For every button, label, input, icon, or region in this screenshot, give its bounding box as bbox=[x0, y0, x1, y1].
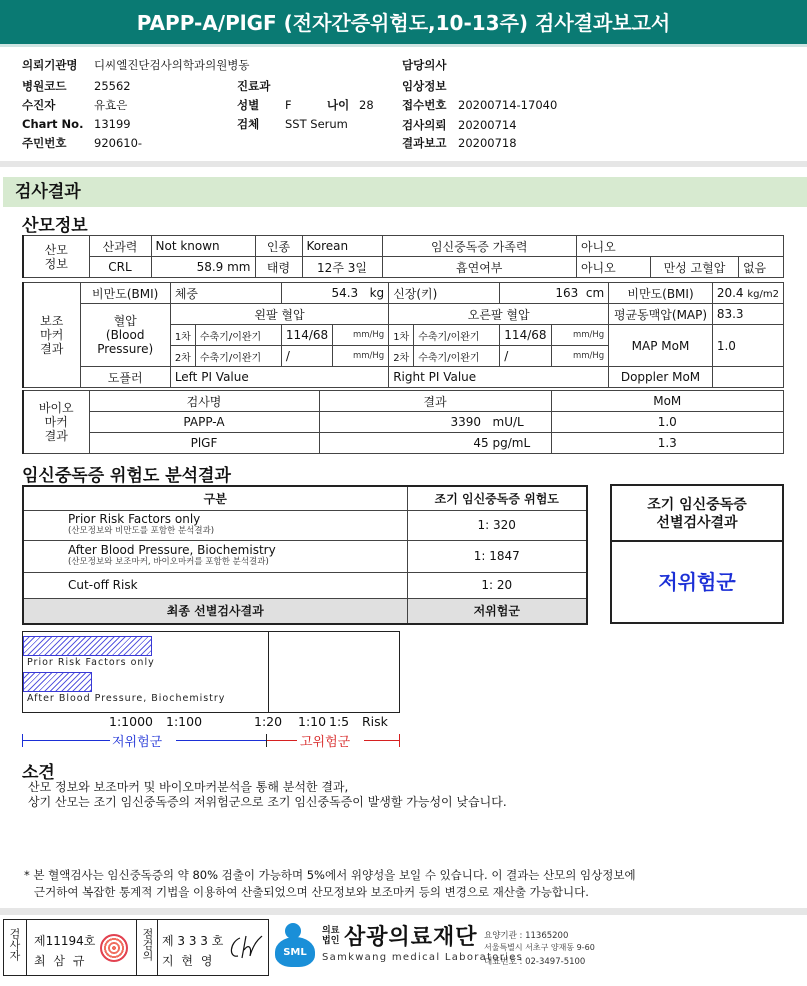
final-result-label: 최종 선별검사결과 bbox=[23, 598, 407, 624]
crl-value: 58.9 mm bbox=[151, 257, 255, 278]
bio-mom: 1.3 bbox=[551, 433, 784, 454]
tick-label: 1:1000 bbox=[109, 714, 153, 729]
low-risk-label: 저위험군 bbox=[112, 735, 163, 750]
low-risk-line-left bbox=[22, 740, 110, 741]
bio-mom: 1.0 bbox=[551, 412, 784, 433]
org-name: 삼광의료재단 bbox=[344, 925, 478, 950]
footer-separator bbox=[0, 908, 807, 915]
footnote-line-2: 근거하여 복잡한 통계적 기법을 이용하여 산출되었으며 산모정보와 보조마커 등의 변경으로 재산출 가능합니다. bbox=[34, 885, 589, 899]
age-label: 나이 bbox=[327, 98, 350, 112]
address: 서울특별시 서초구 양재동 9-60 bbox=[484, 943, 595, 952]
height-unit: cm bbox=[585, 286, 605, 300]
risk-sublabel: (산모정보와 보조마커, 바이오마커를 포함한 분석결과) bbox=[68, 557, 269, 567]
patient-value: 유효은 bbox=[94, 98, 128, 112]
final-result-value: 저위험군 bbox=[407, 598, 587, 624]
bio-result-unit: pg/mL bbox=[492, 436, 531, 450]
sml-logo-icon bbox=[273, 923, 319, 969]
bio-name: PlGF bbox=[89, 433, 319, 454]
screening-result-box bbox=[610, 484, 784, 624]
smoking-label: 흡연여부 bbox=[382, 257, 576, 278]
bio-result bbox=[319, 412, 551, 433]
sex-label: 성별 bbox=[237, 98, 260, 112]
tick-label: 1:5 bbox=[329, 714, 350, 729]
institution-row bbox=[22, 57, 250, 73]
hospital-code-label: 병원코드 bbox=[22, 79, 67, 93]
cutoff-line bbox=[268, 632, 269, 712]
bmi-value bbox=[712, 283, 783, 304]
hospital-code-value: 25562 bbox=[94, 79, 131, 93]
bp-label: 혈압 (Blood Pressure) bbox=[80, 304, 170, 367]
biomarker-table bbox=[22, 390, 784, 454]
divider bbox=[157, 920, 158, 975]
risk-bar-after-label: After Blood Pressure, Biochemistry bbox=[27, 693, 226, 704]
specimen-value: SST Serum bbox=[285, 117, 348, 131]
risk-bar-prior-label: Prior Risk Factors only bbox=[27, 657, 155, 668]
care-code: 요양기관 : 11365200 bbox=[484, 931, 569, 941]
height-value bbox=[500, 283, 609, 304]
doppler-label: 도플러 bbox=[80, 367, 170, 388]
risk-col-risk: 조기 임신중독증 위험도 bbox=[407, 486, 587, 510]
specimen-label: 검체 bbox=[237, 117, 260, 131]
risk-row bbox=[23, 572, 587, 598]
family-label: 임신중독증 가족력 bbox=[382, 236, 576, 257]
section-results-band: 검사결과 bbox=[3, 177, 807, 207]
height-label: 신장(키) bbox=[389, 283, 500, 304]
maternal-heading: 산모정보 bbox=[22, 216, 88, 236]
risk-row-label bbox=[23, 510, 407, 540]
risk-chart bbox=[22, 631, 400, 713]
right-first-sysdia: 수축기/이완기 bbox=[414, 325, 500, 346]
risk-label: Prior Risk Factors only bbox=[68, 512, 201, 526]
risk-value: 1: 320 bbox=[407, 510, 587, 540]
left-second-label: 2차 bbox=[170, 346, 195, 367]
height-number: 163 bbox=[555, 286, 579, 300]
left-first-unit: mm/Hg bbox=[333, 325, 389, 346]
left-second-sysdia: 수축기/이완기 bbox=[195, 346, 281, 367]
crl-label: CRL bbox=[89, 257, 151, 278]
right-second-value: / bbox=[500, 346, 551, 367]
patient-row bbox=[22, 97, 127, 113]
right-second-sysdia: 수축기/이완기 bbox=[414, 346, 500, 367]
bio-result bbox=[319, 433, 551, 454]
divider bbox=[26, 920, 27, 975]
left-second-unit: mm/Hg bbox=[333, 346, 389, 367]
screening-result-value: 저위험군 bbox=[658, 570, 736, 594]
weight-number: 54.3 bbox=[331, 286, 359, 300]
bio-col-result: 결과 bbox=[319, 391, 551, 412]
doctor-label: 담당의사 bbox=[402, 58, 447, 72]
risk-heading: 임신중독증 위험도 분석결과 bbox=[22, 466, 231, 486]
bio-name: PAPP-A bbox=[89, 412, 319, 433]
right-second-label: 2차 bbox=[389, 346, 414, 367]
tick-label: 1:20 bbox=[254, 714, 283, 729]
left-bp-label: 왼팔 혈압 bbox=[170, 304, 388, 325]
right-second-unit: mm/Hg bbox=[551, 346, 609, 367]
weight-label: 체중 bbox=[170, 283, 281, 304]
high-risk-label: 고위험군 bbox=[300, 735, 351, 750]
divider bbox=[136, 920, 137, 975]
bio-result-unit: mU/L bbox=[492, 415, 524, 429]
bio-result-value: 45 bbox=[473, 436, 489, 450]
department-label: 진료과 bbox=[237, 79, 271, 93]
risk-row bbox=[23, 510, 587, 540]
high-risk-line-right bbox=[364, 740, 399, 741]
checker-label-text: 점검의 bbox=[141, 928, 154, 961]
tester-seal-icon bbox=[100, 934, 128, 962]
left-pi-label: Left PI Value bbox=[170, 367, 388, 388]
risk-bar-prior bbox=[23, 636, 152, 656]
checker-number: 제 3 3 3 호 bbox=[162, 934, 224, 948]
ga-label: 태령 bbox=[255, 257, 302, 278]
org-english: Samkwang medical Laboratories bbox=[322, 952, 524, 963]
logo-text: SML bbox=[275, 937, 315, 967]
opinion-line-2: 상기 산모는 조기 임신중독증의 저위험군으로 조기 임신중독증이 발생할 가능성이 낮습니다. bbox=[28, 795, 507, 809]
smoking-value: 아니오 bbox=[576, 257, 650, 278]
family-value: 아니오 bbox=[576, 236, 783, 257]
tester-label-text: 검사자 bbox=[8, 928, 21, 961]
aux-table bbox=[22, 282, 784, 388]
report-date-value: 20200718 bbox=[458, 136, 517, 150]
risk-label: Cut-off Risk bbox=[23, 572, 407, 598]
request-value: 20200714 bbox=[458, 118, 517, 132]
ga-value: 12주 3일 bbox=[302, 257, 382, 278]
tick-label: 1:100 bbox=[166, 714, 203, 729]
risk-row-label bbox=[23, 540, 407, 572]
department-row bbox=[237, 78, 270, 94]
doppler-mom-label: Doppler MoM bbox=[609, 367, 713, 388]
map-mom-label: MAP MoM bbox=[609, 325, 713, 367]
request-label: 검사의뢰 bbox=[402, 118, 447, 132]
request-row bbox=[402, 117, 517, 133]
risk-value: 1: 20 bbox=[407, 572, 587, 598]
age-value: 28 bbox=[359, 98, 374, 112]
weight-unit: kg bbox=[369, 286, 385, 300]
resident-label: 주민번호 bbox=[22, 136, 67, 150]
race-label: 인종 bbox=[255, 236, 302, 257]
map-mom-value: 1.0 bbox=[712, 325, 783, 367]
doctor-row bbox=[402, 57, 446, 73]
low-risk-tick bbox=[22, 734, 23, 747]
htn-value: 없음 bbox=[738, 257, 783, 278]
tester-name: 최 삼 규 bbox=[34, 954, 87, 968]
bmi-unit: kg/m2 bbox=[747, 289, 779, 300]
left-first-value: 114/68 bbox=[281, 325, 332, 346]
sex-value: F bbox=[285, 98, 292, 112]
risk-bar-after bbox=[23, 672, 92, 692]
bio-result-value: 3390 bbox=[450, 415, 482, 429]
parity-label: 산과력 bbox=[89, 236, 151, 257]
risk-sublabel: (산모정보와 비만도를 포함한 분석결과) bbox=[68, 526, 215, 536]
tester-number: 제11194호 bbox=[34, 934, 96, 948]
weight-value bbox=[281, 283, 388, 304]
risk-col-category: 구분 bbox=[23, 486, 407, 510]
parity-value: Not known bbox=[151, 236, 255, 257]
right-pi-label: Right PI Value bbox=[389, 367, 609, 388]
right-bp-label: 오른팔 혈압 bbox=[389, 304, 609, 325]
risk-value: 1: 1847 bbox=[407, 540, 587, 572]
institution-label: 의뢰기관명 bbox=[22, 58, 78, 72]
race-value: Korean bbox=[302, 236, 382, 257]
left-first-label: 1차 bbox=[170, 325, 195, 346]
hospital-code-row bbox=[22, 78, 131, 94]
maternal-table bbox=[22, 235, 784, 278]
chart-value: 13199 bbox=[94, 117, 131, 131]
bmi-label: 비만도(BMI) bbox=[80, 283, 170, 304]
right-first-value: 114/68 bbox=[500, 325, 551, 346]
bio-col-name: 검사명 bbox=[89, 391, 319, 412]
phone: 대표번호 : 02-3497-5100 bbox=[484, 957, 586, 967]
report-date-label: 결과보고 bbox=[402, 136, 447, 150]
map-label: 평균동맥압(MAP) bbox=[609, 304, 713, 325]
right-first-unit: mm/Hg bbox=[551, 325, 609, 346]
sex-row bbox=[237, 97, 374, 113]
left-second-value: / bbox=[281, 346, 332, 367]
opinion-line-1: 산모 정보와 보조마커 및 바이오마커분석을 통해 분석한 결과, bbox=[28, 780, 349, 794]
receipt-row bbox=[402, 97, 557, 113]
high-risk-tick bbox=[399, 734, 400, 747]
clinical-label: 임상정보 bbox=[402, 79, 447, 93]
risk-label: After Blood Pressure, Biochemistry bbox=[68, 543, 276, 557]
map-value: 83.3 bbox=[712, 304, 783, 325]
chart-row bbox=[22, 117, 131, 131]
specimen-row bbox=[237, 116, 348, 132]
chart-label: Chart No. bbox=[22, 117, 84, 131]
bio-row-plgf bbox=[23, 433, 784, 454]
org-prefix: 의료 법인 bbox=[322, 926, 340, 946]
resident-row bbox=[22, 135, 142, 151]
high-risk-line-left bbox=[267, 740, 297, 741]
tick-label: Risk bbox=[362, 714, 388, 729]
receipt-label: 접수번호 bbox=[402, 98, 447, 112]
resident-value: 920610- bbox=[94, 136, 143, 150]
screening-result-title: 조기 임신중독증 선별검사결과 bbox=[612, 486, 782, 542]
signature-box bbox=[3, 919, 269, 976]
risk-table bbox=[22, 485, 588, 625]
tester-label bbox=[6, 928, 22, 964]
bmi-number: 20.4 bbox=[716, 286, 744, 300]
right-first-label: 1차 bbox=[389, 325, 414, 346]
patient-label: 수진자 bbox=[22, 98, 56, 112]
report-title: PAPP-A/PlGF (전자간증위험도,10-13주) 검사결과보고서 bbox=[0, 0, 807, 47]
tick-label: 1:10 bbox=[298, 714, 327, 729]
report-date-row bbox=[402, 135, 517, 151]
signature-icon bbox=[226, 932, 266, 964]
htn-label: 만성 고혈압 bbox=[650, 257, 738, 278]
header-separator bbox=[0, 161, 807, 167]
bio-col-mom: MoM bbox=[551, 391, 784, 412]
footnote-line-1: * 본 혈액검사는 임신중독증의 약 80% 검출이 가능하며 5%에서 위양성을 보일 수 있습니다. 이 결과는 산모의 임상정보에 bbox=[24, 868, 636, 882]
left-first-sysdia: 수축기/이완기 bbox=[195, 325, 281, 346]
risk-row bbox=[23, 540, 587, 572]
receipt-value: 20200714-17040 bbox=[458, 98, 558, 112]
bio-side-label: 바이오 마커 결과 bbox=[23, 391, 89, 454]
maternal-side-label: 산모 정보 bbox=[23, 236, 89, 278]
low-risk-line-right bbox=[176, 740, 266, 741]
doppler-mom-value bbox=[712, 367, 783, 388]
bio-row-pappa bbox=[23, 412, 784, 433]
aux-side-label: 보조 마커 결과 bbox=[23, 283, 80, 388]
checker-label bbox=[139, 928, 155, 964]
bmi-label-2: 비만도(BMI) bbox=[609, 283, 713, 304]
opinion-heading: 소견 bbox=[22, 763, 55, 783]
clinical-row bbox=[402, 78, 446, 94]
checker-name: 지 현 영 bbox=[162, 954, 215, 968]
institution-value: 디씨엘진단검사의학과의원병동 bbox=[94, 58, 250, 72]
